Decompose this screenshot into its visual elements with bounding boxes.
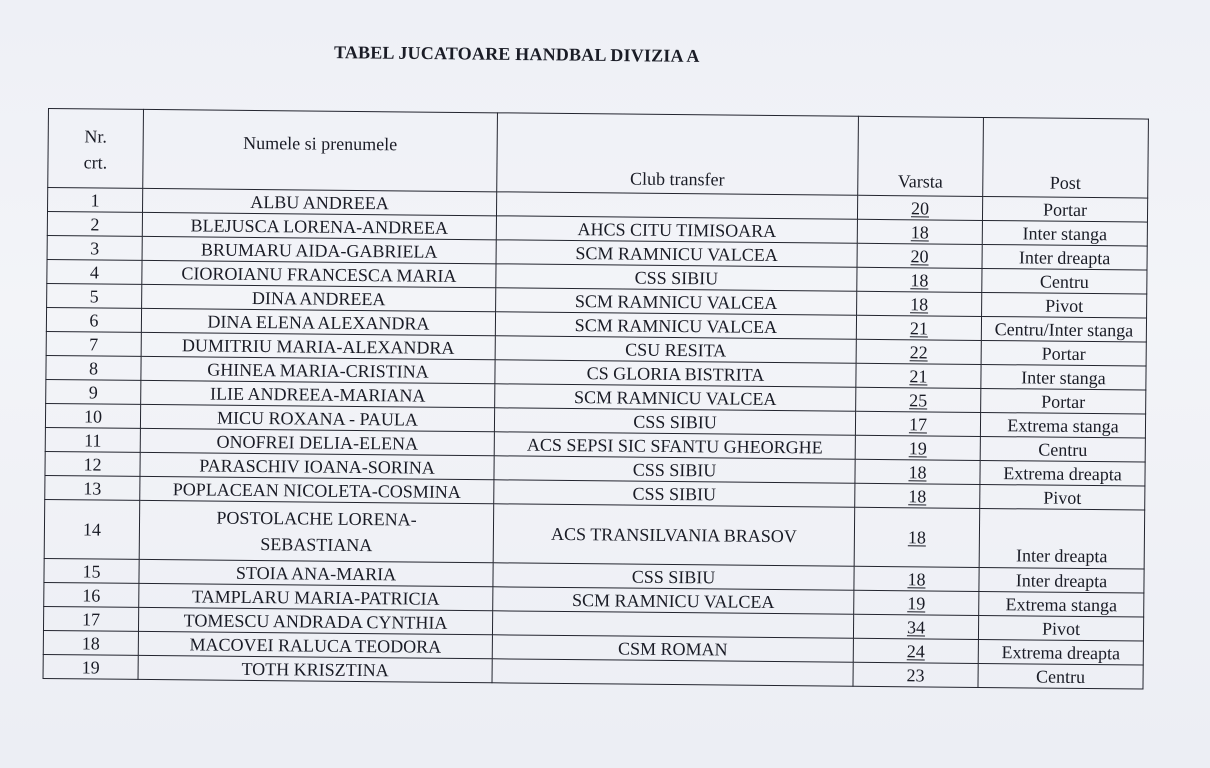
cell-post: Centru [978, 663, 1143, 689]
cell-age-value: 18 [907, 527, 927, 548]
cell-age-value: 18 [908, 485, 927, 506]
cell-post: Pivot [978, 615, 1143, 641]
cell-age-value: 19 [907, 592, 926, 613]
cell-nr: 2 [47, 212, 142, 237]
cell-age-value: 18 [910, 293, 929, 314]
cell-club: ACS TRANSILVANIA BRASOV [493, 504, 855, 566]
cell-age [856, 315, 981, 340]
cell-name: ONOFREI DELIA-ELENA [140, 428, 494, 455]
cell-club: CSS SIBIU [494, 408, 855, 435]
cell-age-value: 19 [908, 437, 927, 458]
cell-post: Inter dreapta [979, 567, 1144, 593]
cell-club: SCM RAMNICU VALCEA [495, 312, 856, 339]
cell-nr: 1 [48, 188, 143, 213]
cell-age-value: 18 [910, 269, 929, 290]
cell-age [857, 219, 982, 244]
cell-age [855, 483, 980, 508]
cell-post: Pivot [982, 292, 1147, 318]
cell-post: Extrema dreapta [980, 460, 1145, 486]
cell-club: CS GLORIA BISTRITA [495, 360, 856, 387]
cell-age [856, 387, 981, 412]
cell-club: CSS SIBIU [494, 480, 855, 507]
document-title: TABEL JUCATOARE HANDBAL DIVIZIA A [333, 42, 700, 66]
header-nr [48, 109, 144, 189]
cell-age-value: 21 [909, 365, 928, 386]
cell-club: CSU RESITA [495, 336, 856, 363]
cell-name: BRUMARU AIDA-GABRIELA [142, 236, 496, 263]
header-post: Post [983, 117, 1149, 198]
cell-club: SCM RAMNICU VALCEA [496, 288, 857, 315]
cell-nr: 18 [43, 630, 138, 655]
cell-age-value: 20 [910, 245, 929, 266]
cell-age-value: 18 [908, 461, 927, 482]
cell-name: DINA ELENA ALEXANDRA [141, 308, 495, 335]
cell-nr: 9 [46, 379, 141, 404]
cell-name-line1: POSTOLACHE LORENA- [216, 507, 417, 530]
cell-club: CSS SIBIU [493, 563, 854, 590]
cell-age-value: 23 [906, 664, 925, 685]
cell-nr: 7 [46, 331, 141, 356]
cell-club: CSS SIBIU [496, 264, 857, 291]
cell-nr: 13 [45, 475, 140, 500]
cell-nr: 4 [47, 259, 142, 284]
table-body [43, 188, 1148, 690]
cell-age [855, 411, 980, 436]
cell-age [857, 195, 982, 220]
cell-club: SCM RAMNICU VALCEA [493, 587, 854, 614]
cell-club: CSM ROMAN [492, 635, 853, 662]
cell-club: SCM RAMNICU VALCEA [495, 384, 856, 411]
cell-nr: 11 [45, 427, 140, 452]
cell-post: Pivot [980, 484, 1145, 510]
cell-name: TOTH KRISZTINA [138, 655, 492, 682]
cell-name: DUMITRIU MARIA-ALEXANDRA [141, 332, 495, 359]
cell-nr: 8 [46, 355, 141, 380]
cell-nr: 15 [44, 558, 139, 583]
cell-club: AHCS CITU TIMISOARA [496, 216, 857, 243]
cell-name: POPLACEAN NICOLETA-COSMINA [140, 476, 494, 503]
cell-age [857, 243, 982, 268]
cell-age-value: 17 [908, 413, 928, 434]
cell-name: DINA ANDREEA [142, 284, 496, 311]
cell-post: Portar [982, 196, 1147, 222]
cell-age [855, 459, 980, 484]
cell-post: Inter stanga [982, 220, 1147, 246]
cell-age [857, 291, 982, 316]
cell-nr: 5 [47, 283, 142, 308]
cell-name: STOIA ANA-MARIA [139, 559, 493, 586]
cell-age-value: 34 [906, 616, 926, 637]
cell-age [854, 590, 979, 615]
cell-age-value: 24 [906, 640, 925, 661]
cell-post: Portar [981, 340, 1146, 366]
table-header-row [48, 109, 1149, 199]
cell-age [854, 566, 979, 591]
cell-club [492, 659, 853, 686]
cell-name: MICU ROXANA - PAULA [140, 404, 494, 431]
cell-nr: 3 [47, 235, 142, 260]
cell-club: ACS SEPSI SIC SFANTU GHEORGHE [494, 432, 855, 459]
table-row [44, 499, 1145, 569]
cell-name: ILIE ANDREEA-MARIANA [141, 380, 495, 407]
cell-age-value: 21 [909, 317, 929, 338]
cell-post: Inter dreapta [982, 244, 1147, 270]
cell-post: Inter stanga [981, 364, 1146, 390]
cell-age [856, 363, 981, 388]
cell-name: BLEJUSCA LORENA-ANDREEA [142, 212, 496, 239]
cell-age-value: 25 [909, 389, 928, 410]
cell-nr: 6 [46, 307, 141, 332]
cell-name: GHINEA MARIA-CRISTINA [141, 356, 495, 383]
cell-name [139, 500, 494, 562]
cell-age-value: 18 [910, 221, 929, 242]
cell-post: Portar [981, 388, 1146, 414]
cell-nr: 16 [44, 582, 139, 607]
header-nr-line2: crt. [83, 152, 108, 173]
cell-club: CSS SIBIU [494, 456, 855, 483]
cell-name: PARASCHIV IOANA-SORINA [140, 452, 494, 479]
cell-age [855, 435, 980, 460]
cell-name: ALBU ANDREEA [143, 188, 497, 215]
cell-age [853, 638, 978, 663]
cell-age-value: 22 [909, 341, 928, 362]
cell-post: Extrema stanga [979, 591, 1144, 617]
cell-name-line2: SEBASTIANA [260, 534, 373, 556]
cell-post: Centru [982, 268, 1147, 294]
cell-age [856, 339, 981, 364]
players-table [43, 108, 1149, 690]
cell-name: MACOVEI RALUCA TEODORA [138, 631, 492, 658]
header-nr-line1: Nr. [84, 126, 108, 147]
cell-age [854, 507, 980, 567]
header-name: Numele si prenumele [143, 109, 498, 191]
cell-post: Centru/Inter stanga [981, 316, 1146, 342]
cell-age [857, 267, 982, 292]
cell-nr: 14 [44, 499, 140, 559]
cell-name: TOMESCU ANDRADA CYNTHIA [138, 607, 492, 634]
cell-age [853, 614, 978, 639]
cell-post: Inter dreapta [979, 508, 1145, 569]
cell-post: Centru [980, 436, 1145, 462]
header-club: Club transfer [497, 113, 859, 195]
cell-post: Extrema dreapta [978, 639, 1143, 665]
cell-club: SCM RAMNICU VALCEA [496, 240, 857, 267]
cell-club [492, 611, 853, 638]
header-age: Varsta [858, 116, 984, 196]
cell-age [853, 662, 978, 687]
cell-name: TAMPLARU MARIA-PATRICIA [139, 583, 493, 610]
cell-age-value: 18 [907, 568, 926, 589]
cell-nr: 10 [45, 403, 140, 428]
cell-name: CIOROIANU FRANCESCA MARIA [142, 260, 496, 287]
cell-nr: 12 [45, 451, 140, 476]
cell-club [496, 192, 857, 219]
cell-nr: 19 [43, 654, 138, 679]
cell-post: Extrema stanga [980, 412, 1145, 438]
cell-age-value: 20 [910, 197, 930, 218]
cell-nr: 17 [43, 606, 138, 631]
players-table-wrapper [43, 108, 1149, 690]
